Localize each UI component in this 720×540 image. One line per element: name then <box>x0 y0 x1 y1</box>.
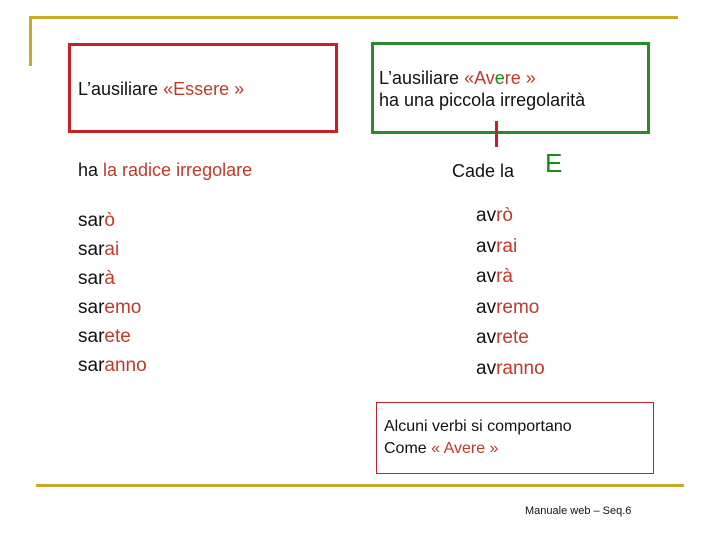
avere-form: avrai <box>476 235 518 257</box>
avere-form: avrete <box>476 327 529 348</box>
top-divider <box>30 16 678 19</box>
cade-label: Cade la <box>452 161 515 181</box>
essere-form: sarà <box>78 268 115 289</box>
cade-letter: E <box>545 148 563 178</box>
radice-highlight: la radice irregolare <box>103 160 253 180</box>
radice-prefix: ha <box>78 160 104 180</box>
essere-form: sarete <box>78 326 131 347</box>
radice-line <box>78 159 252 181</box>
essere-future-list <box>78 206 147 380</box>
essere-title-highlight: «Essere » <box>163 79 245 99</box>
avere-title-prefix: L’ausiliare <box>379 68 465 88</box>
essere-form: saremo <box>78 297 142 318</box>
avere-form: avremo <box>476 296 540 318</box>
essere-form: saranno <box>78 355 147 376</box>
avere-subtitle: ha una piccola irregolarità <box>379 90 586 110</box>
avere-form: avranno <box>476 357 545 379</box>
essere-title <box>78 78 244 100</box>
avere-form: avrò <box>476 205 513 226</box>
note-line2: Come « Avere » <box>384 440 499 457</box>
essere-form: sarai <box>78 239 120 260</box>
essere-title-prefix: L’ausiliare <box>78 79 164 99</box>
avere-title <box>379 67 585 111</box>
essere-form: sarò <box>78 210 115 231</box>
note-text <box>384 416 572 460</box>
footer-label: Manuale web – Seq.6 <box>525 505 632 517</box>
bottom-divider <box>36 484 684 487</box>
left-divider <box>29 16 32 66</box>
avere-title-b: re » <box>504 68 536 88</box>
avere-title-a: «Av <box>464 68 495 88</box>
note-line1: Alcuni verbi si comportano <box>384 418 572 435</box>
avere-form: avrà <box>476 266 513 287</box>
avere-future-list <box>476 201 545 384</box>
arrow-stem <box>495 121 498 147</box>
avere-title-e: e <box>494 68 505 88</box>
